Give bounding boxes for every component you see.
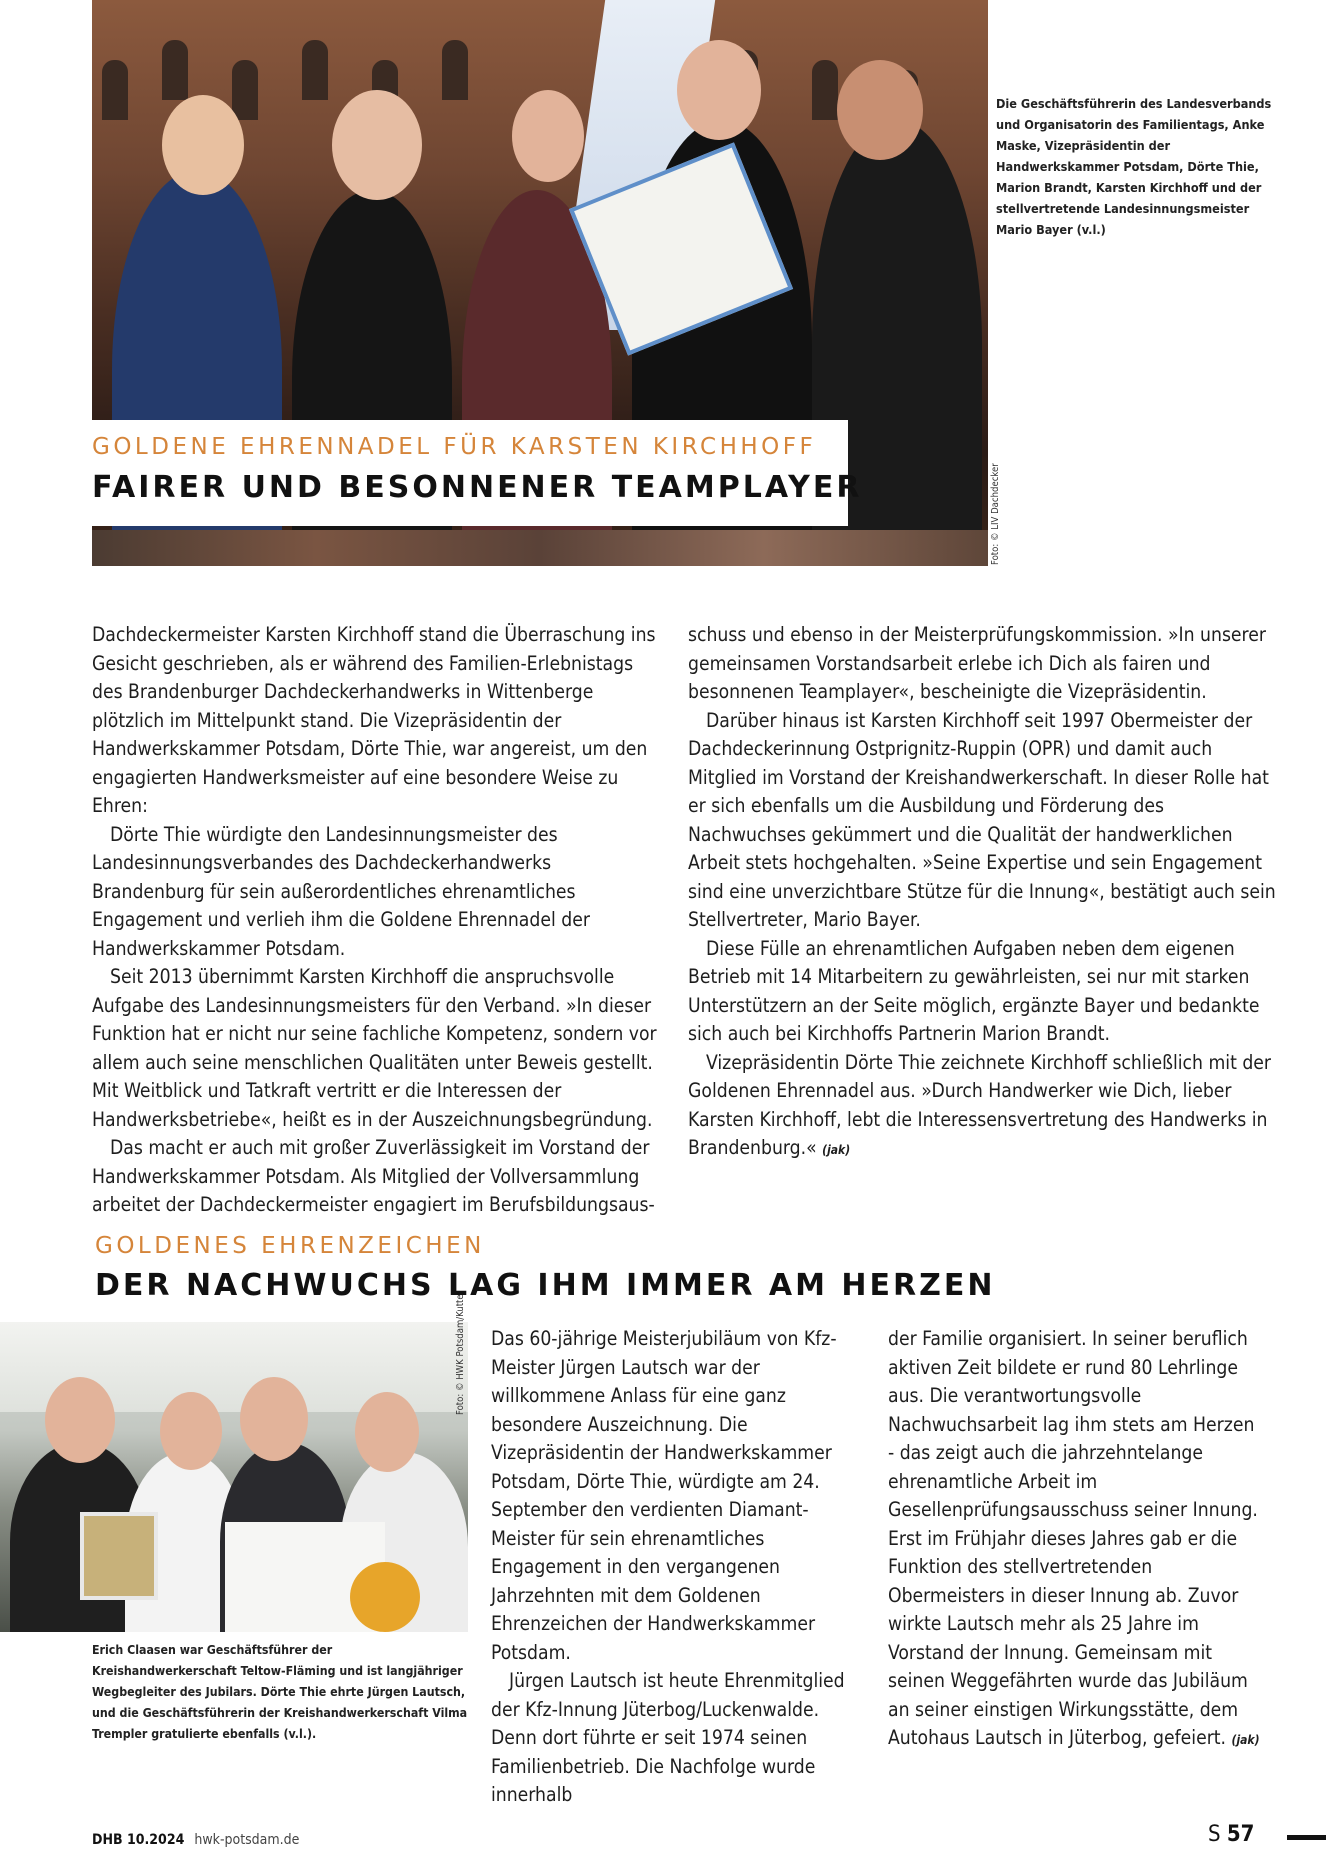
article2-photo-credit: Foto: © HWK Potsdam/Kutte	[455, 1294, 466, 1415]
paragraph-text: der Familie organisiert. In seiner beruflich aktiven Zeit bildete er rund 80 Lehrlinge aus. Die verantwortungsvolle Nachwuchsarbeit lag ihm stets am Herzen - das zeigt auch die jahrzehntelange ehrenamtliche Arbeit im Gesellenprüfungsausschuss seiner Innung. Erst im Frühjahr dieses Jahres gab er die Funktion des stellvertretenden Obermeisters in dieser Innung ab. Zuvor wirkte Lautsch mehr als 25 Jahre im Vorstand der Innung. Gemeinsam mit seinen Weggefährten wurde das Jubiläum an seiner einstigen Wirkungsstätte, dem Autohaus Lautsch in Jüterbog, gefeiert.	[888, 1327, 1258, 1749]
article2-signature: (jak)	[1231, 1733, 1260, 1747]
page-number-block	[1208, 1822, 1254, 1847]
article1-photo-caption: Die Geschäftsführerin des Landesverbands und Organisatorin des Familientags, Anke Maske, Vizepräsidentin der Handwerkskammer Potsdam, Dörte Thie, Marion Brandt, Karsten Kirchhoff und der stellvertretende Landesinnungsmeister Mario Bayer (v.l.)	[996, 96, 1272, 237]
page-number: 57	[1226, 1822, 1255, 1847]
article1-column-1	[92, 621, 662, 1220]
paragraph-text: Vizepräsidentin Dörte Thie zeichnete Kirchhoff schließlich mit der Goldenen Ehrennadel aus. »Durch Handwerker wie Dich, lieber Karsten Kirchhoff, lebt die Interessensvertretung des Handwerks in Brandenburg.«	[688, 1050, 1272, 1159]
paragraph: Dachdeckermeister Karsten Kirchhoff stand die Überraschung ins Gesicht geschrieben, als er während des Familien-Erlebnistags des Brandenburger Dachdeckerhandwerks in Wittenberge plötzlich im Mittelpunkt stand. Die Vizepräsidentin der Handwerkskammer Potsdam, Dörte Thie, war angereist, um den engagierten Handwerksmeister auf eine besondere Weise zu Ehren:	[92, 623, 656, 817]
article2-column-2	[888, 1325, 1266, 1755]
paragraph: Darüber hinaus ist Karsten Kirchhoff seit 1997 Obermeister der Dachdeckerinnung Ostprignitz-Ruppin (OPR) und damit auch Mitglied im Vorstand der Kreishandwerkerschaft. In dieser Rolle hat er sich ebenfalls um die Ausbildung und Förderung des Nachwuchses gekümmert und die Qualität der handwerklichen Arbeit stets hochgehalten. »Seine Expertise und sein Engagement sind eine unverzichtbare Stütze für die Innung«, bestätigt auch sein Stellvertreter, Mario Bayer.	[688, 708, 1276, 931]
website: hwk-potsdam.de	[194, 1832, 300, 1848]
article2-photo	[0, 1322, 468, 1632]
article1-kicker: GOLDENE EHRENNADEL FÜR KARSTEN KIRCHHOFF	[92, 434, 817, 460]
paragraph: Dörte Thie würdigte den Landesinnungsmeister des Landesinnungsverbandes des Dachdeckerhandwerks Brandenburg für sein außerordentliches ehrenamtliches Engagement und verlieh ihm die Goldene Ehrennadel der Handwerkskammer Potsdam.	[92, 822, 590, 960]
article1-photo-credit: Foto: © LIV Dachdecker	[990, 463, 1001, 565]
paragraph: Diese Fülle an ehrenamtlichen Aufgaben neben dem eigenen Betrieb mit 14 Mitarbeitern zu gewährleisten, sei nur mit starken Unterstützern an der Seite möglich, ergänzte Bayer und bedankte sich auch bei Kirchhoffs Partnerin Marion Brandt.	[688, 936, 1260, 1045]
footer-left	[92, 1832, 299, 1848]
paragraph: schuss und ebenso in der Meisterprüfungskommission. »In unserer gemeinsamen Vorstandsarbeit erlebe ich Dich als fairen und besonnenen Teamplayer«, bescheinigte die Vizepräsidentin.	[688, 623, 1266, 703]
paragraph: Seit 2013 übernimmt Karsten Kirchhoff die anspruchsvolle Aufgabe des Landesinnungsmeisters für den Verband. »In dieser Funktion hat er nicht nur seine fachliche Kompetenz, sondern vor allem auch seine menschlichen Qualitäten unter Beweis gestellt. Mit Weitblick und Tatkraft vertritt er die Interessen der Handwerksbetriebe«, heißt es in der Auszeichnungsbegründung.	[92, 965, 657, 1131]
footer-rule	[1287, 1835, 1326, 1840]
article2-kicker: GOLDENES EHRENZEICHEN	[95, 1233, 485, 1259]
paragraph: Das macht er auch mit großer Zuverlässigkeit im Vorstand der Handwerkskammer Potsdam. Als Mitglied der Vollversammlung arbeitet der Dachdeckermeister engagiert im Berufsbildungsaus-	[92, 1136, 655, 1216]
article1-headline: FAIRER UND BESONNENER TEAMPLAYER	[92, 470, 863, 505]
article1-column-2	[688, 621, 1276, 1165]
paragraph	[688, 1049, 1276, 1165]
magazine-issue: DHB 10.2024	[92, 1832, 185, 1848]
article1-signature: (jak)	[822, 1143, 851, 1157]
paragraph: Das 60-jährige Meisterjubiläum von Kfz-Meister Jürgen Lautsch war der willkommene Anlass für eine ganz besondere Auszeichnung. Die Vizepräsidentin der Handwerkskammer Potsdam, Dörte Thie, würdigte am 24. September den verdienten Diamant-Meister für sein ehrenamtliches Engagement in den vergangenen Jahrzehnten mit dem Goldenen Ehrenzeichen der Handwerkskammer Potsdam.	[491, 1327, 837, 1664]
article2-column-1	[491, 1325, 869, 1810]
paragraph: Jürgen Lautsch ist heute Ehrenmitglied der Kfz-Innung Jüterbog/Luckenwalde. Denn dort führte er seit 1974 seinen Familienbetrieb. Die Nachfolge wurde innerhalb	[491, 1669, 845, 1806]
page-prefix: S	[1208, 1822, 1221, 1847]
article2-photo-caption: Erich Claasen war Geschäftsführer der Kreishandwerkerschaft Teltow-Fläming und ist langjähriger Wegbegleiter des Jubilars. Dörte Thie ehrte Jürgen Lautsch, und die Geschäftsführerin der Kreishandwerkerschaft Vilma Trempler gratulierte ebenfalls (v.l.).	[92, 1643, 468, 1741]
article2-headline: DER NACHWUCHS LAG IHM IMMER AM HERZEN	[95, 1268, 996, 1303]
paragraph	[888, 1325, 1266, 1755]
